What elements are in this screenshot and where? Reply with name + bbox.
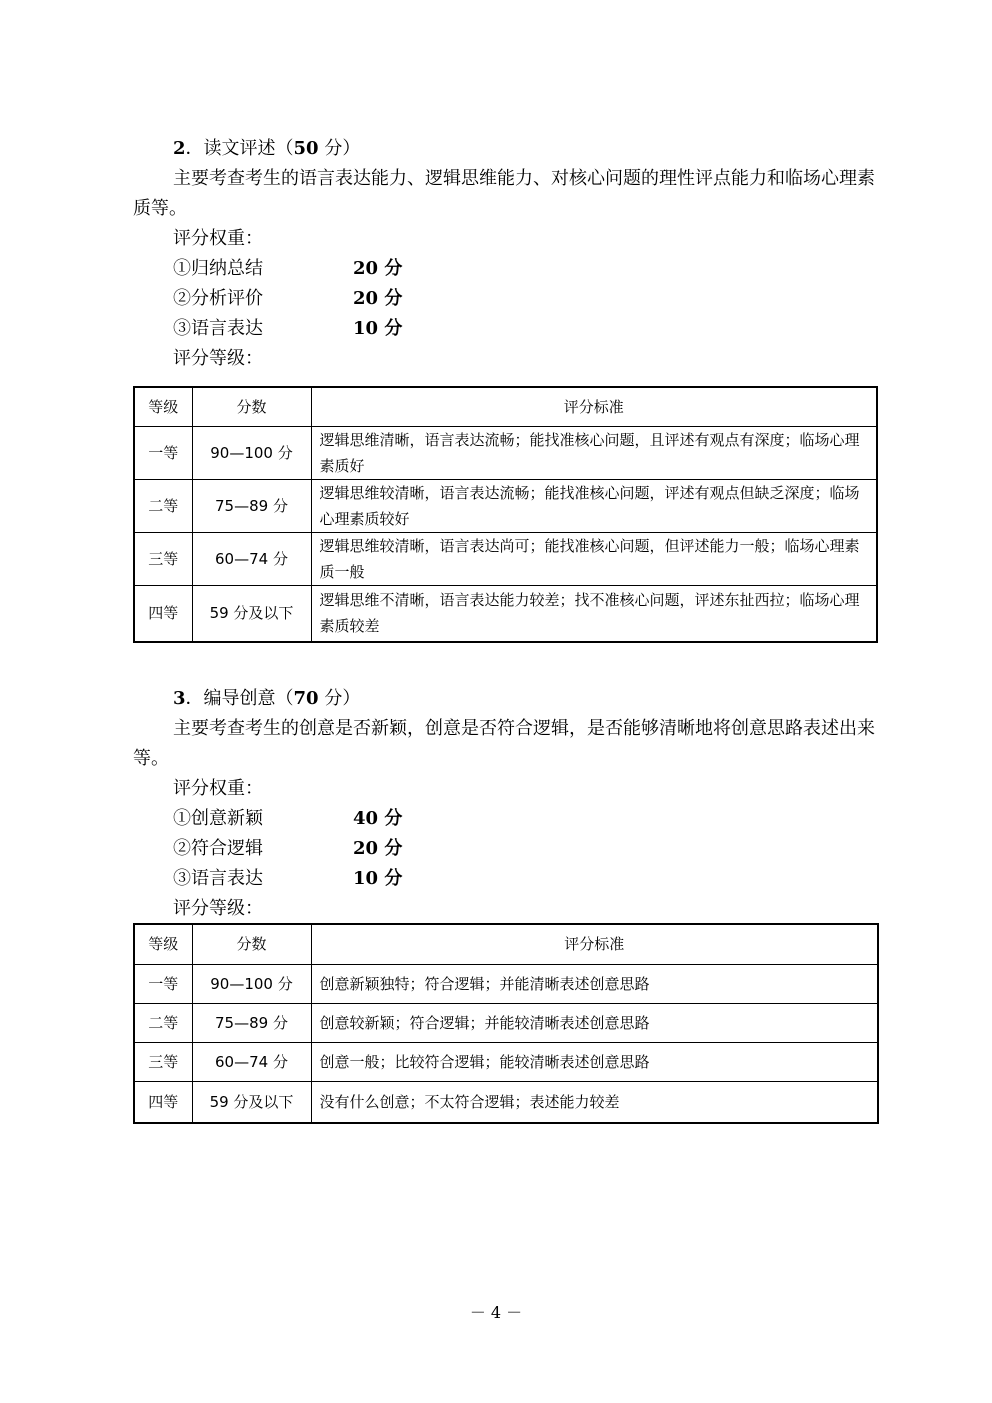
score-cell: 60—74 分 — [192, 532, 311, 585]
criteria-cell: 逻辑思维清晰，语言表达流畅；能找准核心问题，且评述有观点有深度；临场心理素质好 — [311, 426, 877, 479]
page-number: － 4 － — [469, 1303, 523, 1322]
criteria-cell: 逻辑思维较清晰，语言表达流畅；能找准核心问题，评述有观点但缺乏深度；临场心理素质较好 — [311, 479, 877, 532]
section3-heading: 3．编导创意（70 分） — [173, 688, 361, 709]
section2-grade-table — [133, 386, 878, 643]
table-row — [134, 1003, 878, 1042]
header-cell: 评分标准 — [311, 387, 877, 426]
criteria-cell: 创意新颖独特；符合逻辑；并能清晰表述创意思路 — [311, 964, 878, 1003]
score-cell: 90—100 分 — [192, 426, 311, 479]
score-cell: 60—74 分 — [192, 1042, 311, 1081]
table-row — [134, 1081, 878, 1123]
grade-cell: 四等 — [134, 585, 192, 642]
weight-item: ②分析评价 20 分 — [173, 288, 403, 309]
criteria-cell: 逻辑思维不清晰，语言表达能力较差；找不准核心问题，评述东扯西拉；临场心理素质较差 — [311, 585, 877, 642]
header-cell: 分数 — [192, 924, 311, 964]
grade-cell: 一等 — [134, 964, 192, 1003]
grade-cell: 二等 — [134, 1003, 192, 1042]
weight-item: ①归纳总结 20 分 — [173, 258, 403, 279]
grade-cell: 四等 — [134, 1081, 192, 1123]
grade-cell: 二等 — [134, 479, 192, 532]
header-cell: 分数 — [192, 387, 311, 426]
score-cell: 75—89 分 — [192, 1003, 311, 1042]
table-row — [134, 964, 878, 1003]
table-row — [134, 585, 877, 642]
table-row — [134, 479, 877, 532]
section3-grades-label: 评分等级： — [173, 898, 263, 919]
table-row — [134, 426, 877, 479]
weight-item: ③语言表达 10 分 — [173, 318, 403, 339]
section3-grade-table — [133, 923, 879, 1124]
table-header-row — [134, 387, 877, 426]
weight-item: ②符合逻辑 20 分 — [173, 838, 403, 859]
table-header-row — [134, 924, 878, 964]
section2-weights-label: 评分权重： — [173, 228, 263, 249]
criteria-cell: 创意一般；比较符合逻辑；能较清晰表述创意思路 — [311, 1042, 878, 1081]
score-cell: 59 分及以下 — [192, 1081, 311, 1123]
score-cell: 75—89 分 — [192, 479, 311, 532]
weight-item: ①创意新颖 40 分 — [173, 808, 403, 829]
section3-weights-label: 评分权重： — [173, 778, 263, 799]
grade-cell: 三等 — [134, 532, 192, 585]
header-cell: 等级 — [134, 387, 192, 426]
header-cell: 等级 — [134, 924, 192, 964]
score-cell: 59 分及以下 — [192, 585, 311, 642]
score-cell: 90—100 分 — [192, 964, 311, 1003]
grade-cell: 一等 — [134, 426, 192, 479]
section2-description: 主要考查考生的语言表达能力、逻辑思维能力、对核心问题的理性评点能力和临场心理素质等。 — [133, 168, 875, 219]
section2-heading: 2．读文评述（50 分） — [173, 138, 361, 159]
weight-item: ③语言表达 10 分 — [173, 868, 403, 889]
header-cell: 评分标准 — [311, 924, 878, 964]
table-row — [134, 1042, 878, 1081]
section3-description: 主要考查考生的创意是否新颖，创意是否符合逻辑，是否能够清晰地将创意思路表述出来等。 — [133, 718, 875, 769]
criteria-cell: 逻辑思维较清晰，语言表达尚可；能找准核心问题，但评述能力一般；临场心理素质一般 — [311, 532, 877, 585]
grade-cell: 三等 — [134, 1042, 192, 1081]
table-row — [134, 532, 877, 585]
criteria-cell: 创意较新颖；符合逻辑；并能较清晰表述创意思路 — [311, 1003, 878, 1042]
criteria-cell: 没有什么创意；不太符合逻辑；表述能力较差 — [311, 1081, 878, 1123]
section2-grades-label: 评分等级： — [173, 348, 263, 369]
